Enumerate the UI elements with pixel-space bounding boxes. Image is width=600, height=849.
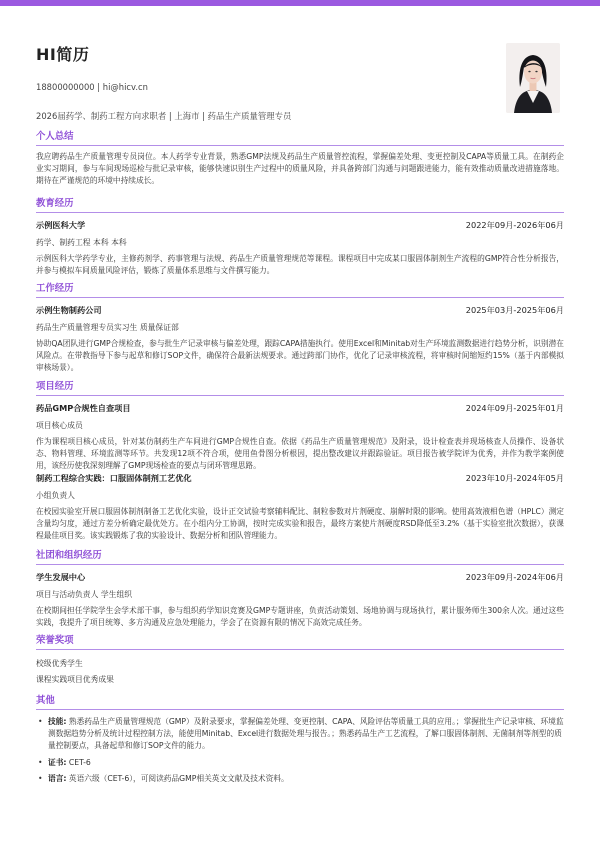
skills-item [36, 716, 564, 753]
campus-section [36, 547, 564, 629]
project-name: 药品GMP合规性自查项目 [36, 403, 131, 413]
project-role: 项目核心成员 [36, 421, 83, 430]
education-date: 2022年09月-2026年06月 [465, 220, 564, 230]
campus-entry-header [36, 571, 564, 584]
project-name: 制药工程综合实践：口服固体制剂工艺优化 [36, 473, 192, 484]
campus-org: 学生发展中心 [36, 572, 86, 582]
summary-section [36, 128, 564, 188]
work-entry-header [36, 304, 564, 317]
project-entry-header [36, 402, 564, 415]
campus-date: 2023年09月-2024年06月 [465, 572, 564, 582]
avatar-icon [506, 43, 560, 113]
bullet-icon: • [38, 757, 43, 767]
work-title: 工作经历 [36, 280, 564, 298]
project-text: 作为课程项目核心成员，针对某仿制药生产车间进行GMP合规性自查。依据《药品生产质量管理规范》及附录，设计检查表并现场核查人员操作、设备状态、物料管理、环境监测等环节。共发现12项不符合项，使用鱼骨图分析根因，提出整改建议并跟踪验证。项目报告被学院评为优秀，并作为教学案例使用，该经历使我深刻理解了GMP现场检查的要点与闭环管理思路。 [36, 436, 564, 470]
job-target: 2026届药学、制药工程方向求职者 | 上海市 | 药品生产质量管理专员 [36, 111, 292, 121]
education-school: 示例医科大学 [36, 220, 86, 230]
award-item: 课程实践项目优秀成果 [36, 674, 114, 684]
language-text: 英语六级（CET-6），可阅读药品GMP相关英文文献及技术资料。 [66, 773, 289, 783]
top-accent-bar [0, 0, 600, 6]
work-company: 示例生物制药公司 [36, 305, 102, 315]
bullet-icon: • [38, 773, 43, 783]
work-text: 协助QA团队进行GMP合规检查，参与批生产记录审核与偏差处理，跟踪CAPA措施执行。使用Excel和Minitab对生产环境监测数据进行趋势分析，识别潜在风险点。在带教指导下参与起草和修订SOP文件，确保符合最新法规要求。通过跨部门协作，优化了记录审核流程，将审核时间缩短约15%（基于内部模拟审核场景）。 [36, 338, 564, 372]
language-label: 语言: [48, 773, 67, 783]
summary-text: 我应聘药品生产质量管理专员岗位。本人药学专业背景，熟悉GMP法规及药品生产质量管控流程，掌握偏差处理、变更控制及CAPA等质量工具。在制药企业实习期间，参与车间现场巡检与批记录审核，能够快速识别生产过程中的质量风险，并具备跨部门沟通与问题跟进能力，能有效推动质量改进措施落地。期待在严谨规范的环境中持续成长。 [36, 152, 564, 186]
profile-photo [506, 43, 560, 113]
education-major: 药学、制药工程 本科 本科 [36, 238, 127, 247]
education-entry-header [36, 219, 564, 232]
skills-text: 熟悉药品生产质量管理规范（GMP）及附录要求，掌握偏差处理、变更控制、CAPA、风险评估等质量工具的应用。；掌握批生产记录审核、环境监测数据趋势分析及统计过程控制方法，能使用Minitab、Excel进行数据处理与报告。；熟悉药品生产工艺流程，了解口服固体制剂、无菌制剂等剂型的质量控制要点，具备起草和修订SOP文件的能力。 [48, 717, 564, 751]
certificate-item [36, 757, 564, 769]
project-item [36, 472, 564, 542]
contact-info: 18800000000 | hi@hicv.cn [36, 82, 148, 92]
work-date: 2025年03月-2025年06月 [465, 305, 564, 315]
education-section [36, 195, 564, 277]
campus-role: 项目与活动负责人 学生组织 [36, 590, 133, 599]
campus-text: 在校期间担任学院学生会学术部干事，参与组织药学知识竞赛及GMP专题讲座，负责活动策划、场地协调与现场执行，累计服务师生300余人次。通过这些实践，我提升了项目统筹、多方沟通及应急处理能力，学会了在资源有限的情况下高效完成任务。 [36, 605, 564, 627]
work-section [36, 280, 564, 374]
awards-title: 荣誉奖项 [36, 632, 564, 650]
candidate-name: HI简历 [36, 45, 90, 64]
projects-title: 项目经历 [36, 378, 564, 396]
project-date: 2024年09月-2025年01月 [465, 403, 564, 413]
project-role: 小组负责人 [36, 491, 75, 501]
campus-title: 社团和组织经历 [36, 547, 564, 565]
education-text: 示例医科大学药学专业，主修药剂学、药事管理与法规、药品生产质量管理规范等课程。课程项目中完成某口服固体制剂生产流程的GMP符合性分析报告，并参与模拟车间质量风险评估，锻炼了质量体系思维与文件撰写能力。 [36, 253, 564, 275]
resume-header [36, 42, 476, 123]
education-title: 教育经历 [36, 195, 564, 213]
bullet-icon: • [38, 717, 43, 726]
work-role: 药品生产质量管理专员实习生 质量保证部 [36, 323, 179, 332]
award-item: 校级优秀学生 [36, 659, 83, 668]
language-item [36, 773, 564, 785]
awards-section [36, 632, 564, 686]
skills-label: 技能: [48, 717, 67, 726]
certificate-label: 证书: [48, 757, 67, 767]
project-entry-header [36, 472, 564, 485]
project-date: 2023年10月-2024年05月 [465, 473, 564, 484]
project-item [36, 402, 564, 472]
summary-title: 个人总结 [36, 128, 564, 146]
other-section [36, 692, 564, 785]
project-text: 在校园实验室开展口服固体制剂制备工艺优化实验，设计正交试验考察辅料配比、制粒参数对片剂硬度、崩解时限的影响。使用高效液相色谱（HPLC）测定含量均匀度，通过方差分析确定最优处方。在小组内分工协调，按时完成实验和报告，最终方案使片剂硬度RSD降低至3.2%（基于实验室批次数据），获课程最佳项目奖。该实践锻炼了我的实验设计、数据分析和团队管理能力。 [36, 506, 564, 541]
certificate-text: CET-6 [66, 757, 91, 767]
other-title: 其他 [36, 692, 564, 710]
projects-section [36, 378, 564, 542]
